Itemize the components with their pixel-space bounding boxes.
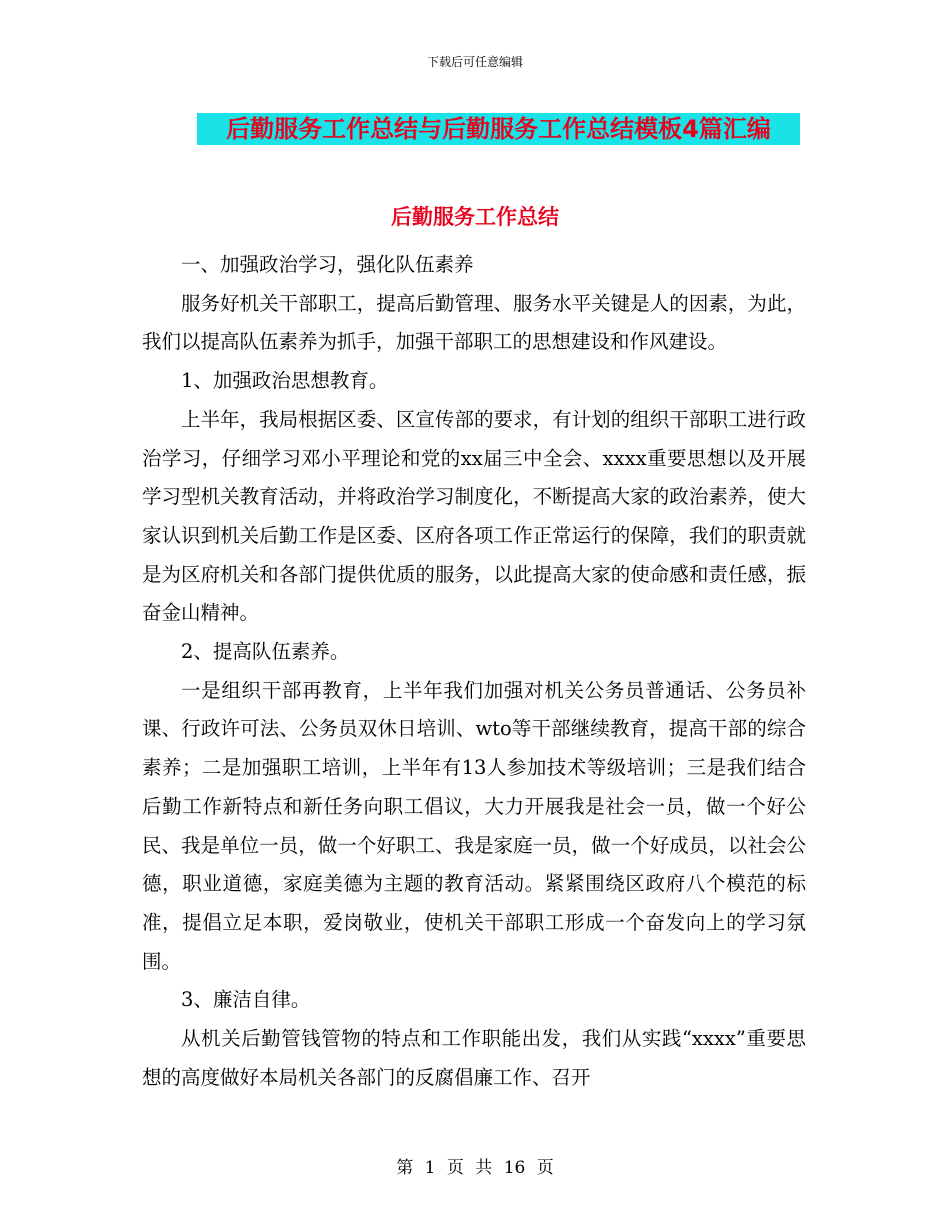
header-note: 下载后可任意编辑	[426, 55, 523, 69]
section-title: 后勤服务工作总结	[391, 205, 559, 229]
paragraph: 上半年，我局根据区委、区宣传部的要求，有计划的组织干部职工进行政治学习，仔细学习邓小平理论和党的xx届三中全会、xxxx重要思想以及开展学习型机关教育活动，并将政治学习制度化，不断提高大家的政治素养，使大家认识到机关后勤工作是区委、区府各项工作正常运行的保障，我们的职责就是为区府机关和各部门提供优质的服务，以此提高大家的使命感和责任感，振奋金山精神。	[142, 407, 806, 625]
document-title: 后勤服务工作总结与后勤服务工作总结模板4篇汇编	[197, 113, 800, 145]
subheading-integrity: 3、廉洁自律。	[181, 988, 311, 1012]
paragraph: 一是组织干部再教育，上半年我们加强对机关公务员普通话、公务员补课、行政许可法、公务员双休日培训、wto等干部继续教育，提高干部的综合素养；二是加强职工培训，上半年有13人参加技术等级培训；三是我们结合后勤工作新特点和新任务向职工倡议，大力开展我是社会一员，做一个好公民、我是单位一员，做一个好职工、我是家庭一员，做一个好成员，以社会公德，职业道德，家庭美德为主题的教育活动。紧紧围绕区政府八个模范的标准，提倡立足本职，爱岗敬业，使机关干部职工形成一个奋发向上的学习氛围。	[142, 678, 806, 973]
heading-political-study: 一、加强政治学习，强化队伍素养	[181, 253, 474, 276]
subheading-political-education: 1、加强政治思想教育。	[181, 369, 389, 393]
page-footer: 第 1 页 共 16 页	[396, 1158, 554, 1178]
paragraph: 从机关后勤管钱管物的特点和工作职能出发，我们从实践“xxxx”重要思想的高度做好本局机关各部门的反腐倡廉工作、召开	[142, 1027, 806, 1089]
document-body	[142, 246, 806, 1097]
paragraph: 服务好机关干部职工，提高后勤管理、服务水平关键是人的因素，为此，我们以提高队伍素养为抓手，加强干部职工的思想建设和作风建设。	[142, 291, 806, 354]
subheading-team-quality: 2、提高队伍素养。	[181, 640, 350, 664]
